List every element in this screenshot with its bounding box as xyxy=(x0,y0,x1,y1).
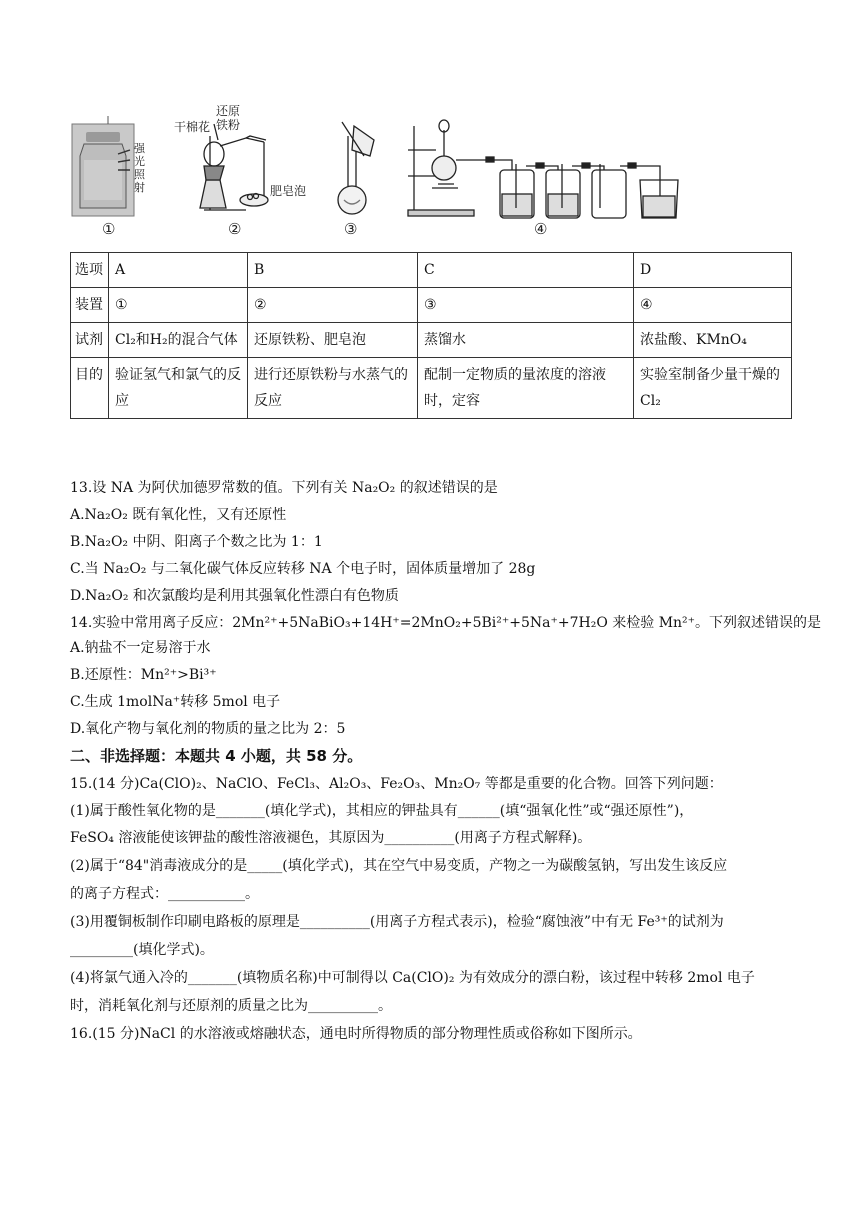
table-cell: Cl₂和H₂的混合气体 xyxy=(109,323,248,358)
q13-stem: 13.设 NA 为阿伏加德罗常数的值。下列有关 Na₂O₂ 的叙述错误的是 xyxy=(70,480,498,496)
table-cell: ① xyxy=(109,288,248,323)
label-light-1: 强 xyxy=(134,142,145,155)
q15-part2-line1: (2)属于“84"消毒液成分的是_____(填化学式)，其在空气中易变质，产物之一为碳酸氢钠，写出发生该反应 xyxy=(70,858,728,874)
options-table xyxy=(70,252,792,419)
label-light-2: 光 xyxy=(134,155,145,168)
table-cell: ④ xyxy=(634,288,792,323)
table-row xyxy=(71,288,792,323)
table-row xyxy=(71,323,792,358)
q13-option-a: A.Na₂O₂ 既有氧化性，又有还原性 xyxy=(70,507,287,523)
table-cell: B xyxy=(248,253,418,288)
row-header: 试剂 xyxy=(71,323,109,358)
table-row xyxy=(71,358,792,419)
table-cell: 浓盐酸、KMnO₄ xyxy=(634,323,792,358)
q15-part4-line2: 时，消耗氧化剂与还原剂的质量之比为__________。 xyxy=(70,998,392,1014)
table-cell: 还原铁粉、肥皂泡 xyxy=(248,323,418,358)
label-iron-top: 还原 xyxy=(216,104,241,118)
label-cotton: 干棉花 xyxy=(174,120,211,134)
apparatus-4-gas-train xyxy=(408,120,678,218)
label-light-4: 射 xyxy=(134,181,145,194)
table-cell: 进行还原铁粉与水蒸气的反应 xyxy=(248,358,418,419)
q15-part1-line2: FeSO₄ 溶液能使该钾盐的酸性溶液褪色，其原因为__________(用离子方程式解释)。 xyxy=(70,830,592,846)
q14-stem: 14.实验中常用离子反应：2Mn²⁺+5NaBiO₃+14H⁺=2MnO₂+5Bi²⁺+5Na⁺+7H₂O 来检验 Mn²⁺。下列叙述错误的是 xyxy=(70,615,822,631)
table-cell: 蒸馏水 xyxy=(418,323,634,358)
q16-stem: 16.(15 分)NaCl 的水溶液或熔融状态，通电时所得物质的部分物理性质或俗称如下图所示。 xyxy=(70,1026,642,1042)
q13-option-b: B.Na₂O₂ 中阴、阳离子个数之比为 1：1 xyxy=(70,534,323,550)
figure-number-4: ④ xyxy=(534,220,548,238)
q15-stem: 15.(14 分)Ca(ClO)₂、NaClO、FeCl₃、Al₂O₃、Fe₂O₃、Mn₂O₇ 等都是重要的化合物。回答下列问题： xyxy=(70,776,723,792)
label-soap: 肥皂泡 xyxy=(270,184,307,198)
table-cell: D xyxy=(634,253,792,288)
label-light-3: 照 xyxy=(134,168,145,181)
apparatus-figure xyxy=(68,96,788,242)
figure-number-3: ③ xyxy=(344,220,358,238)
row-header: 装置 xyxy=(71,288,109,323)
table-cell: ③ xyxy=(418,288,634,323)
row-header: 选项 xyxy=(71,253,109,288)
table-cell: 配制一定物质的量浓度的溶液时，定容 xyxy=(418,358,634,419)
label-iron-bottom: 铁粉 xyxy=(216,118,241,132)
figure-number-1: ① xyxy=(102,220,116,238)
apparatus-3-volumetric-flask xyxy=(338,122,374,214)
q15-part3-line1: (3)用覆铜板制作印刷电路板的原理是__________(用离子方程式表示)，检验“腐蚀液”中有无 Fe³⁺的试剂为 xyxy=(70,914,724,930)
q13-option-c: C.当 Na₂O₂ 与二氧化碳气体反应转移 NA 个电子时，固体质量增加了 28g xyxy=(70,561,536,577)
q13-option-d: D.Na₂O₂ 和次氯酸均是利用其强氧化性漂白有色物质 xyxy=(70,588,399,604)
figure-number-2: ② xyxy=(228,220,242,238)
q15-part3-line2: _________(填化学式)。 xyxy=(70,942,214,958)
q14-option-b: B.还原性：Mn²⁺>Bi³⁺ xyxy=(70,667,217,683)
q14-option-c: C.生成 1molNa⁺转移 5mol 电子 xyxy=(70,694,281,710)
row-header: 目的 xyxy=(71,358,109,419)
table-cell: 实验室制备少量干燥的Cl₂ xyxy=(634,358,792,419)
q15-part4-line1: (4)将氯气通入冷的_______(填物质名称)中可制得以 Ca(ClO)₂ 为有效成分的漂白粉，该过程中转移 2mol 电子 xyxy=(70,970,755,986)
q14-option-d: D.氧化产物与氧化剂的物质的量之比为 2：5 xyxy=(70,721,346,737)
table-cell: C xyxy=(418,253,634,288)
table-cell: ② xyxy=(248,288,418,323)
table-cell: A xyxy=(109,253,248,288)
apparatus-1-bottle xyxy=(72,116,134,216)
q14-option-a: A.钠盐不一定易溶于水 xyxy=(70,640,211,656)
apparatus-2-iron-steam xyxy=(200,124,268,210)
table-cell: 验证氢气和氯气的反应 xyxy=(109,358,248,419)
section-heading: 二、非选择题：本题共 4 小题，共 58 分。 xyxy=(70,747,363,765)
q15-part2-line2: 的离子方程式：___________。 xyxy=(70,886,259,902)
q15-part1-line1: (1)属于酸性氧化物的是_______(填化学式)，其相应的钾盐具有______(填“强氧化性”或“强还原性”)， xyxy=(70,803,694,819)
table-row xyxy=(71,253,792,288)
